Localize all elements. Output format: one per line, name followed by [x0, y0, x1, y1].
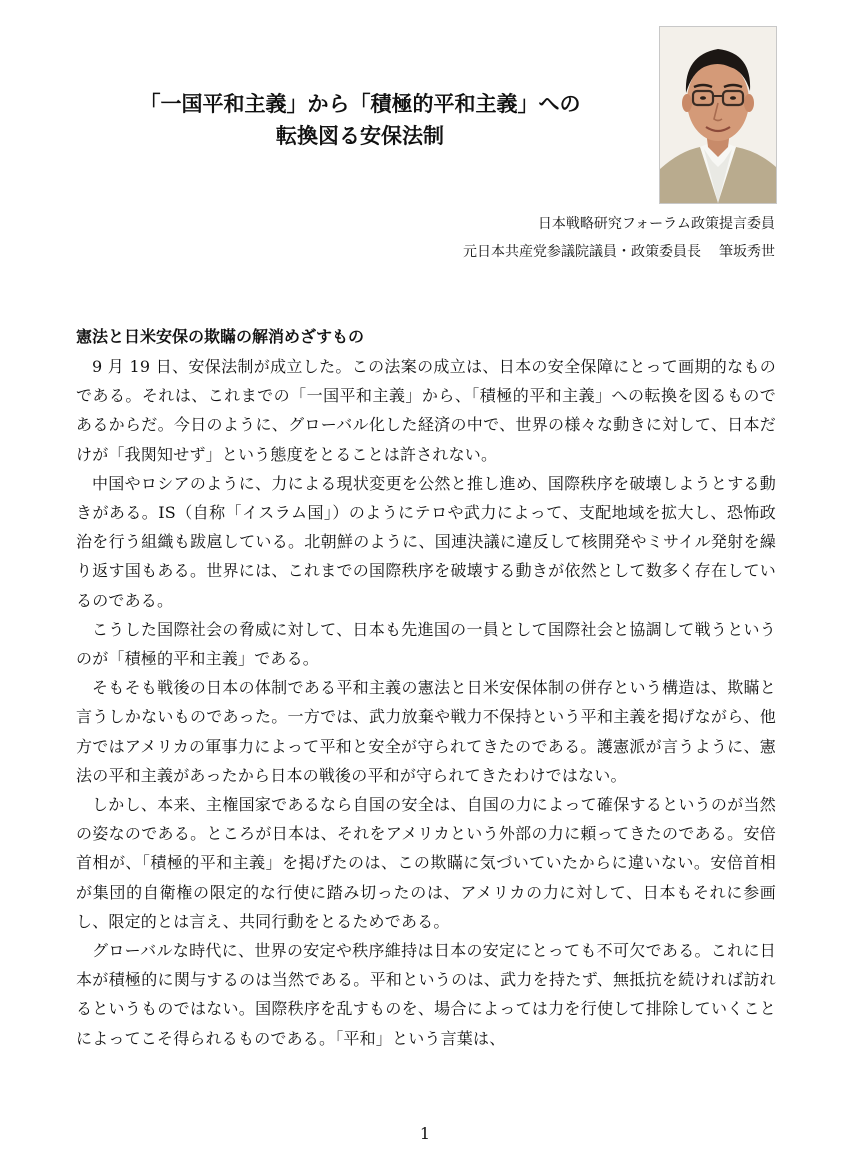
article-title [70, 88, 650, 152]
author-affiliation-1: 日本戦略研究フォーラム政策提言委員 [537, 216, 775, 232]
author-affiliation-line-2 [463, 238, 775, 266]
article-title-line-1: 「一国平和主義」から「積極的平和主義」への [139, 92, 581, 116]
author-photo [659, 26, 777, 204]
body-paragraph: しかし、本来、主権国家であるなら自国の安全は、自国の力によって確保するというのが当然の姿なのである。ところが日本は、それをアメリカという外部の力に頼ってきたのである。安倍首相が、「積極的平和主義」を掲げたのは、この欺瞞に気づいていたからに違いない。安倍首相が集団的自衛権の限定的な行使に踏み切ったのは、アメリカの力に対して、日本もそれに参画し、限定的とは言え、共同行動をとるためである。 [76, 795, 776, 931]
article-body [76, 322, 776, 1053]
section-heading: 憲法と日米安保の欺瞞の解消めざすもの [76, 327, 365, 346]
body-paragraph: 9 月 19 日、安保法制が成立した。この法案の成立は、日本の安全保障にとって画期的なものである。それは、これまでの「一国平和主義」から、「積極的平和主義」への転換を図るものであるからだ。今日のように、グローバル化した経済の中で、世界の様々な動きに対して、日本だけが「我関知せず」という態度をとることは許されない。 [76, 357, 776, 464]
body-paragraph: グローバルな時代に、世界の安定や秩序維持は日本の安定にとっても不可欠である。これに日本が積極的に関与するのは当然である。平和というのは、武力を持たず、無抵抗を続ければ訪れるというものではない。国際秩序を乱すものを、場合によっては力を行使して排除していくことによってこそ得られるものである。「平和」という言葉は、 [76, 941, 776, 1048]
page-number: 1 [419, 1124, 431, 1143]
author-portrait-image [660, 27, 776, 203]
article-title-line-2: 転換図る安保法制 [276, 124, 444, 148]
author-name: 筆坂秀世 [719, 244, 775, 260]
author-byline [463, 210, 775, 266]
body-paragraph: こうした国際社会の脅威に対して、日本も先進国の一員として国際社会と協調して戦うというのが「積極的平和主義」である。 [76, 619, 776, 669]
author-affiliation-2: 元日本共産党参議院議員・政策委員長 [463, 244, 701, 260]
body-paragraph: そもそも戦後の日本の体制である平和主義の憲法と日米安保体制の併存という構造は、欺瞞と言うしかないものであった。一方では、武力放棄や戦力不保持という平和主義を掲げながら、他方ではアメリカの軍事力によって平和と安全が守られてきたのである。護憲派が言うように、憲法の平和主義があったから日本の戦後の平和が守られてきたわけではない。 [76, 678, 776, 785]
body-paragraph: 中国やロシアのように、力による現状変更を公然と推し進め、国際秩序を破壊しようとする動きがある。IS（自称「イスラム国」）のようにテロや武力によって、支配地域を拡大し、恐怖政治を行う組織も跋扈している。北朝鮮のように、国連決議に違反して核開発やミサイル発射を繰り返す国もある。世界には、これまでの国際秩序を破壊する動きが依然として数多く存在しているのである。 [76, 473, 776, 610]
